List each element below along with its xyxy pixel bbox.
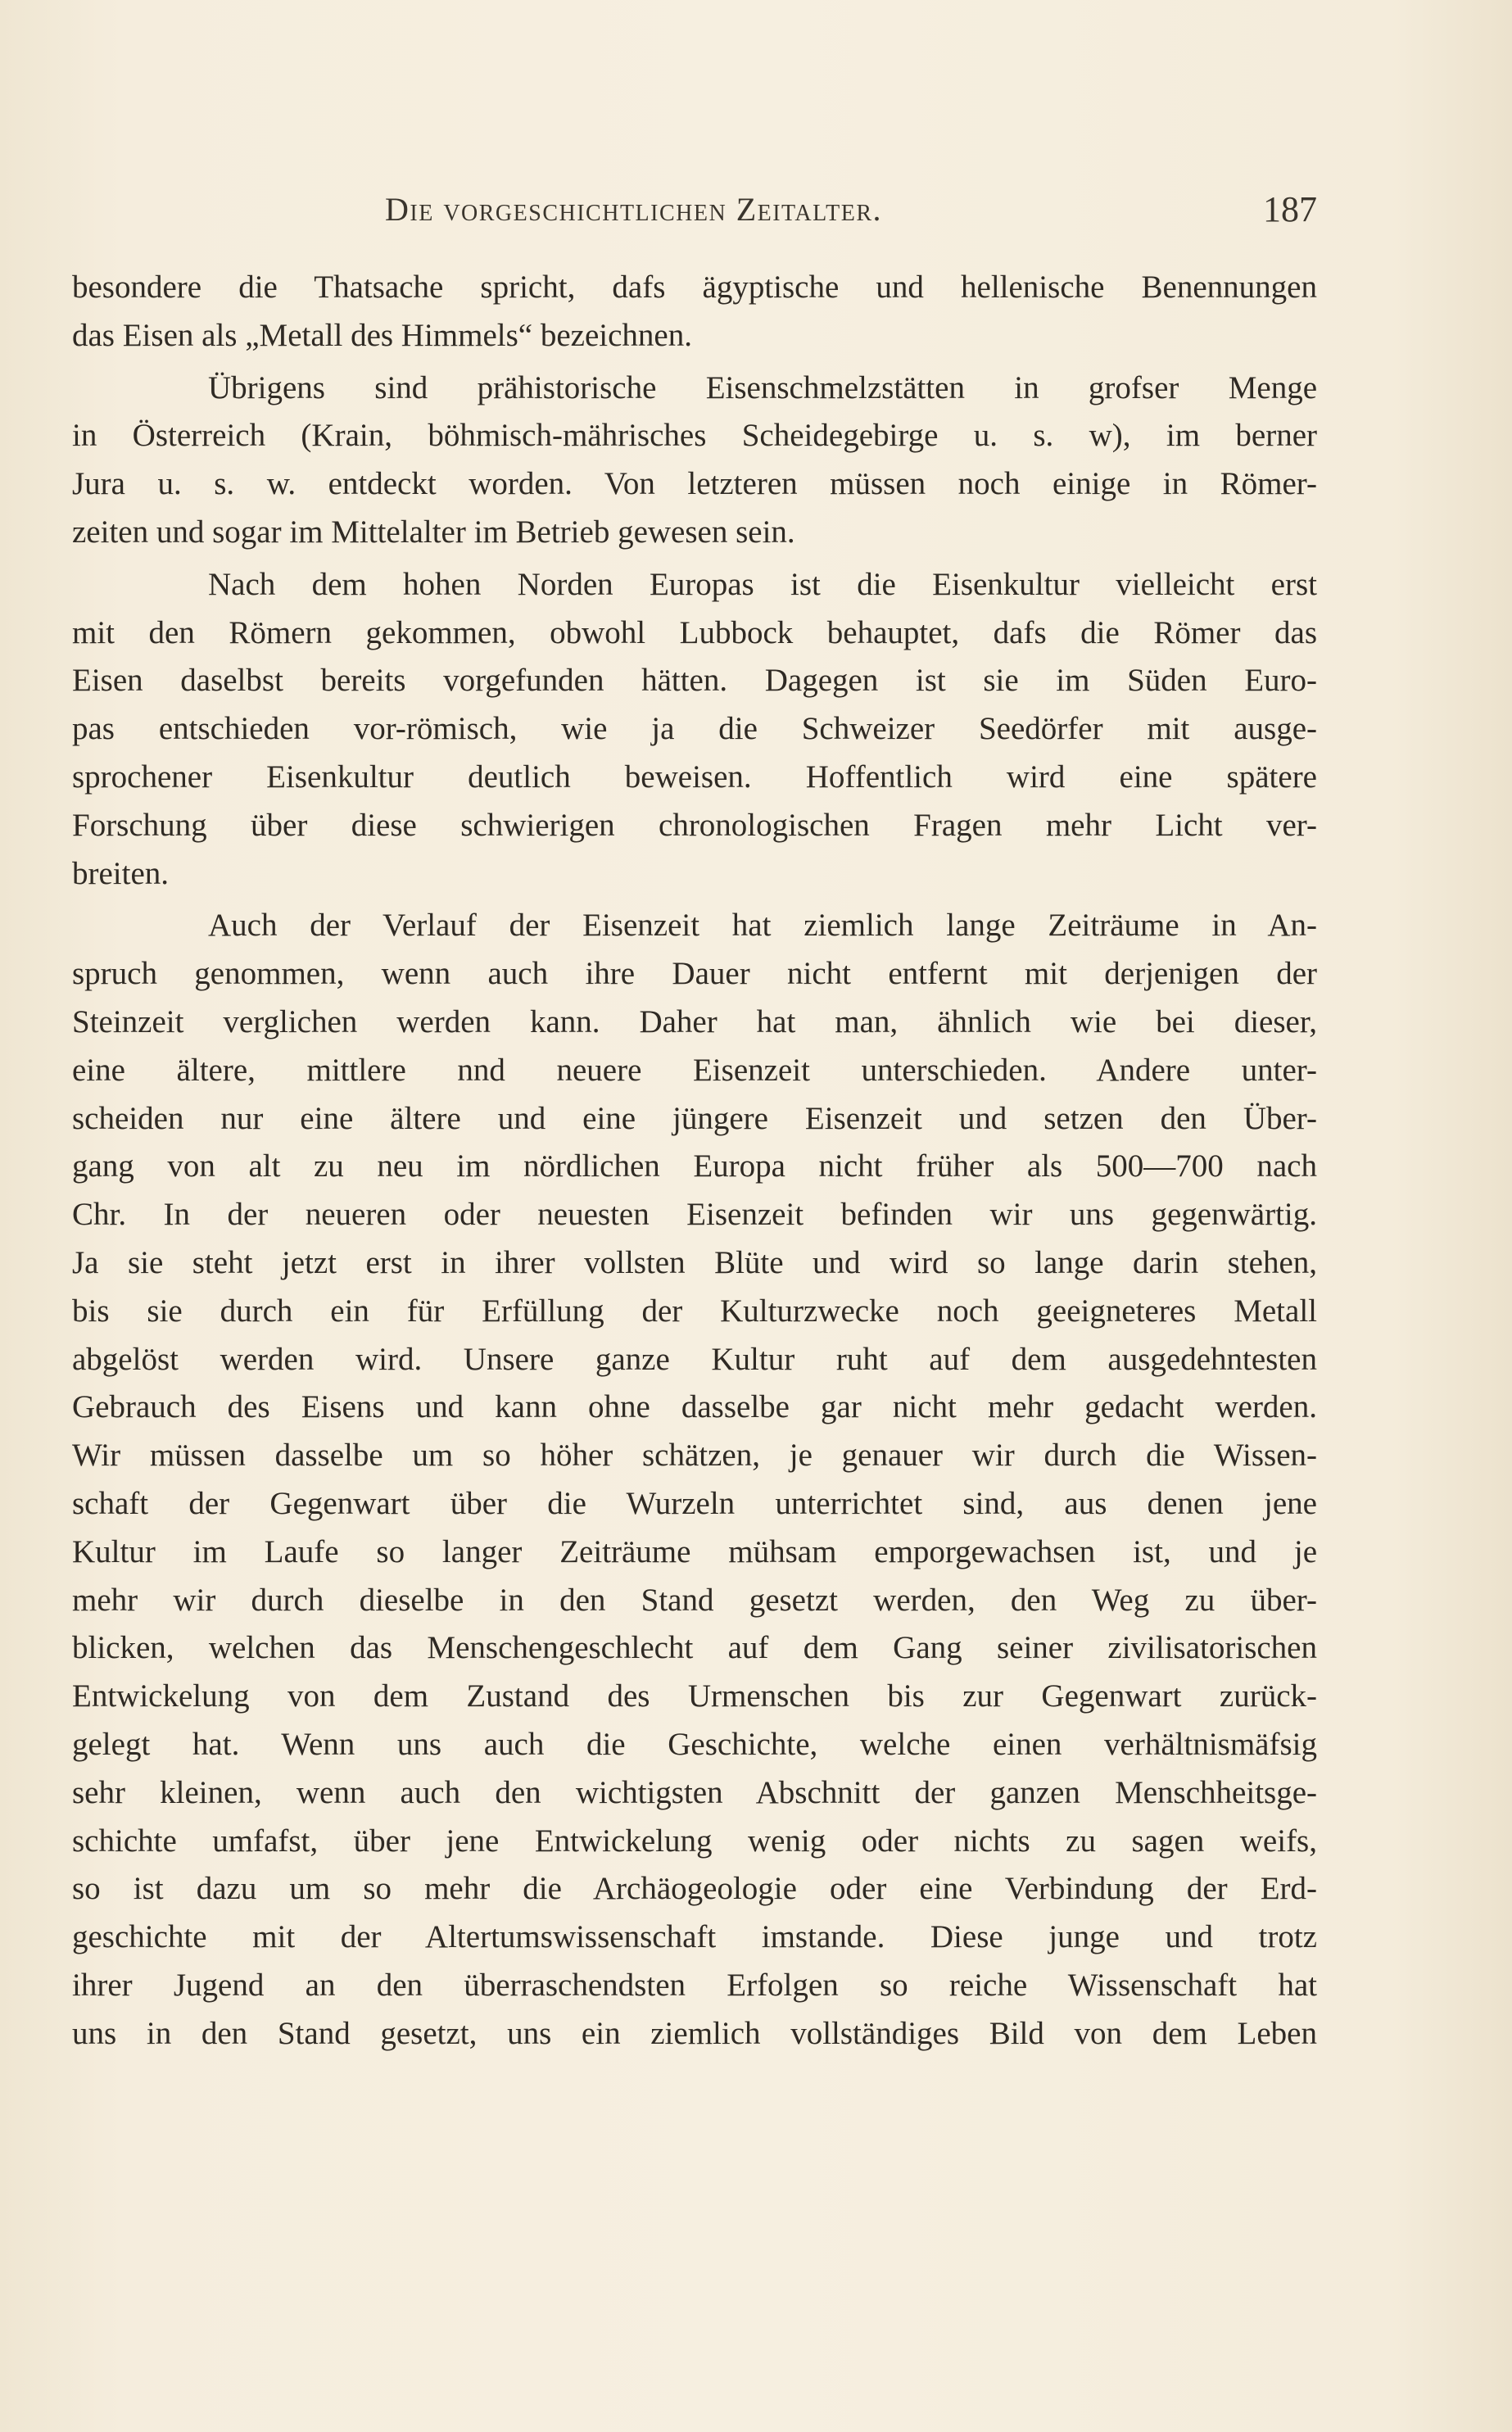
text-line: scheiden nur eine ältere und eine jüngere Eisenzeit und setzen den Über- <box>72 1100 1317 1136</box>
text-line: bis sie durch ein für Erfüllung der Kulturzwecke noch geeigneteres Metall <box>72 1293 1317 1329</box>
text-line: sehr kleinen, wenn auch den wichtigsten Abschnitt der ganzen Menschheitsge- <box>72 1774 1317 1810</box>
text-line: spruch genommen, wenn auch ihre Dauer nicht entfernt mit derjenigen der <box>72 956 1317 992</box>
text-line: in Österreich (Krain, böhmisch-mährisches Scheidegebirge u. s. w), im berner <box>72 418 1317 454</box>
text-line: schichte umfafst, über jene Entwickelung wenig oder nichts zu sagen weifs, <box>72 1823 1317 1859</box>
text-line: gang von alt zu neu im nördlichen Europa nicht früher als 500—700 nach <box>72 1148 1317 1184</box>
text-line: Gebrauch des Eisens und kann ohne dasselbe gar nicht mehr gedacht werden. <box>72 1389 1317 1425</box>
text-line: das Eisen als „Metall des Himmels“ bezeichnen. <box>72 317 692 353</box>
text-line: pas entschieden vor-römisch, wie ja die Schweizer Seedörfer mit ausge- <box>72 711 1317 747</box>
text-line: gelegt hat. Wenn uns auch die Geschichte, welche einen verhältnismäfsig <box>72 1726 1317 1762</box>
text-line: Übrigens sind prähistorische Eisenschmelzstätten in grofser Menge <box>208 369 1317 405</box>
text-line: Jura u. s. w. entdeckt worden. Von letzteren müssen noch einige in Römer- <box>72 466 1317 502</box>
running-head-title: Die vorgeschichtlichen Zeitalter. <box>385 191 883 228</box>
text-line: besondere die Thatsache spricht, dafs ägyptische und hellenische Benennungen <box>72 269 1317 305</box>
text-line: eine ältere, mittlere nnd neuere Eisenzeit unterschieden. Andere unter- <box>72 1052 1317 1088</box>
text-line: sprochener Eisenkultur deutlich beweisen. Hoffentlich wird eine spätere <box>72 759 1317 795</box>
text-line: zeiten und sogar im Mittelalter im Betrieb gewesen sein. <box>72 514 795 550</box>
text-line: ihrer Jugend an den überraschendsten Erfolgen so reiche Wissenschaft hat <box>72 1967 1317 2003</box>
text-line: Nach dem hohen Norden Europas ist die Eisenkultur vielleicht erst <box>208 566 1317 602</box>
text-line: Wir müssen dasselbe um so höher schätzen, je genauer wir durch die Wissen- <box>72 1438 1317 1474</box>
text-line: Entwickelung von dem Zustand des Urmenschen bis zur Gegenwart zurück- <box>72 1678 1317 1714</box>
text-line: so ist dazu um so mehr die Archäogeologie oder eine Verbindung der Erd- <box>72 1871 1317 1907</box>
text-line: Auch der Verlauf der Eisenzeit hat ziemlich lange Zeiträume in An- <box>208 908 1317 944</box>
text-line: uns in den Stand gesetzt, uns ein ziemlich vollständiges Bild von dem Leben <box>72 2015 1317 2051</box>
text-line: geschichte mit der Altertumswissenschaft imstande. Diese junge und trotz <box>72 1919 1317 1955</box>
text-line: blicken, welchen das Menschengeschlecht auf dem Gang seiner zivilisatorischen <box>72 1630 1317 1666</box>
text-line: Kultur im Laufe so langer Zeiträume mühsam emporgewachsen ist, und je <box>72 1533 1317 1569</box>
text-line: mit den Römern gekommen, obwohl Lubbock behauptet, dafs die Römer das <box>72 614 1317 650</box>
page-number: 187 <box>1263 189 1317 229</box>
text-line: Steinzeit verglichen werden kann. Daher hat man, ähnlich wie bei dieser, <box>72 1003 1317 1039</box>
text-line: breiten. <box>72 855 170 891</box>
text-line: abgelöst werden wird. Unsere ganze Kultur ruht auf dem ausgedehntesten <box>72 1341 1317 1377</box>
body-text <box>72 264 1317 2058</box>
text-line: Ja sie steht jetzt erst in ihrer vollsten Blüte und wird so lange darin stehen, <box>72 1244 1317 1280</box>
paragraph-4 <box>72 902 1317 2058</box>
paragraph-1 <box>72 264 1317 360</box>
text-line: Eisen daselbst bereits vorgefunden hätten. Dagegen ist sie im Süden Euro- <box>72 663 1317 699</box>
text-line: mehr wir durch dieselbe in den Stand gesetzt werden, den Weg zu über- <box>72 1582 1317 1618</box>
text-line: schaft der Gegenwart über die Wurzeln unterrichtet sind, aus denen jene <box>72 1485 1317 1521</box>
text-line: Chr. In der neueren oder neuesten Eisenzeit befinden wir uns gegenwärtig. <box>72 1197 1317 1233</box>
paragraph-3 <box>72 561 1317 899</box>
paragraph-2 <box>72 365 1317 557</box>
text-line: Forschung über diese schwierigen chronologischen Fragen mehr Licht ver- <box>72 807 1317 843</box>
